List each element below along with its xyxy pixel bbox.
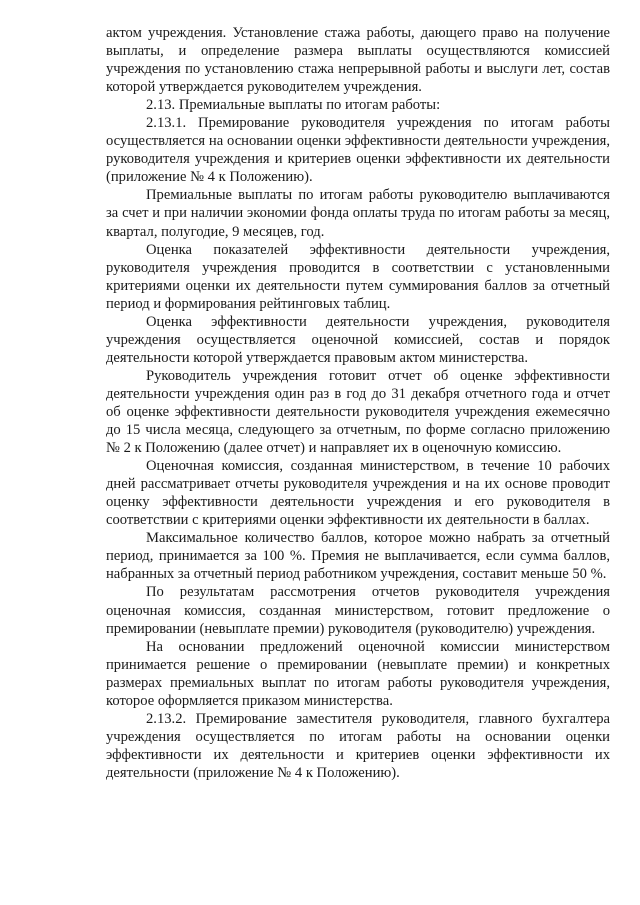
paragraph-bonus-payments: Премиальные выплаты по итогам работы руководителю выплачиваются за счет и при наличии экономии фонда оплаты труда по итогам работы за месяц, квартал, полугодие, 9 месяцев, год. [106, 187, 610, 240]
paragraph-commission-review: Оценочная комиссия, созданная министерством, в течение 10 рабочих дней рассматривает отчеты руководителя учреждения и на их основе проводит оценку эффективности деятельности учреждения и его руководителя в соответствии с критериями оценки эффективности их деятельности в баллах. [106, 458, 610, 529]
paragraph-report-preparation: Руководитель учреждения готовит отчет об оценке эффективности деятельности учреждения один раз в год до 31 декабря отчетного года и отчет об оценке эффективности деятельности руководителя учреждения ежемесячно до 15 числа месяца, следующего за отчетным, по форме согласно приложению № 2 к Положению (далее отчет) и направляет их в оценочную комиссию. [106, 367, 610, 457]
paragraph-2-13-2: 2.13.2. Премирование заместителя руководителя, главного бухгалтера учреждения осуществляется по итогам работы на основании оценки эффективности их деятельности и критериев оценки эффективности их деятельности (приложение № 4 к Положению). [106, 710, 610, 781]
paragraph-report-results: По результатам рассмотрения отчетов руководителя учреждения оценочная комиссия, созданная министерством, готовит предложение о премировании (невыплате премии) руководителя (руководителю) учреждения. [106, 584, 610, 637]
paragraph-2-13-1: 2.13.1. Премирование руководителя учреждения по итогам работы осуществляется на основании оценки эффективности деятельности учреждения, руководителя учреждения и критериев оценки эффективности их деятельности (приложение № 4 к Положению). [106, 115, 610, 186]
section-heading-2-13: 2.13. Премиальные выплаты по итогам работы: [146, 97, 441, 114]
paragraph-evaluation-commission: Оценка эффективности деятельности учреждения, руководителя учреждения осуществляется оценочной комиссией, состав и порядок деятельности которой утверждается правовым актом министерства. [106, 313, 610, 366]
paragraph-max-points: Максимальное количество баллов, которое можно набрать за отчетный период, принимается за 100 %. Премия не выплачивается, если сумма баллов, набранных за отчетный период работником учреждения, составит меньше 50 %. [106, 530, 610, 583]
document-page [106, 24, 610, 782]
paragraph-indicator-evaluation: Оценка показателей эффективности деятельности учреждения, руководителя учреждения проводится в соответствии с установленными критериями оценки их деятельности путем суммирования баллов за отчетный период и формирования рейтинговых таблиц. [106, 241, 610, 312]
paragraph-seniority-commission: актом учреждения. Установление стажа работы, дающего право на получение выплаты, и определение размера выплаты осуществляются комиссией учреждения по установлению стажа непрерывной работы и выслуги лет, состав которой утверждается руководителем учреждения. [106, 25, 610, 96]
paragraph-ministry-decision: На основании предложений оценочной комиссии министерством принимается решение о премировании (невыплате премии) и конкретных размерах премиальных выплат по итогам работы руководителя учреждения, которое оформляется приказом министерства. [106, 638, 610, 709]
